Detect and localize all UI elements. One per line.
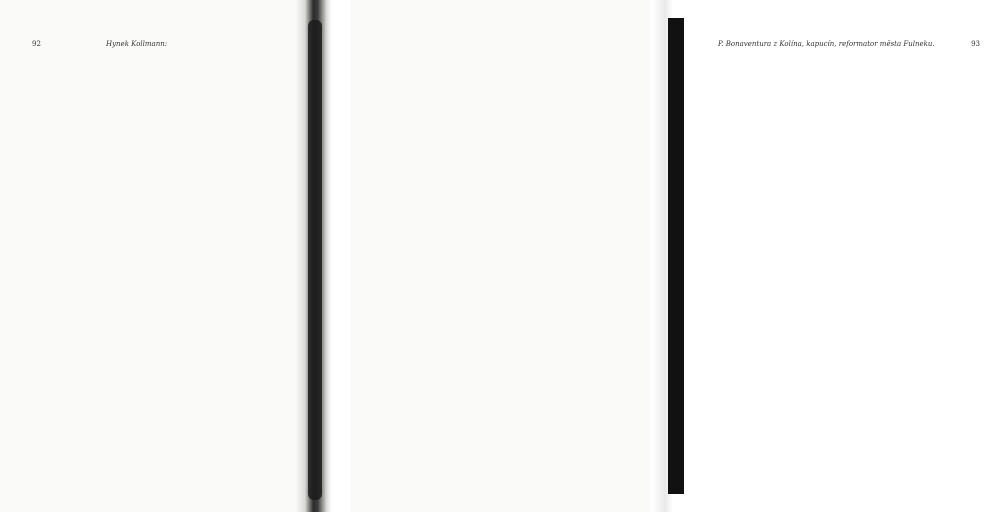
right-running-head: P. Bonaventura z Kolína, kapucín, reformator města Fulneku. (718, 40, 935, 48)
book-spine-shadow (308, 20, 322, 500)
scan-edge-bar (668, 18, 684, 494)
left-page-number: 92 (32, 40, 41, 48)
right-page (350, 0, 980, 512)
right-page-number: 93 (971, 40, 980, 48)
left-running-head: Hynek Kollmann: (106, 40, 168, 48)
left-page (0, 0, 328, 512)
